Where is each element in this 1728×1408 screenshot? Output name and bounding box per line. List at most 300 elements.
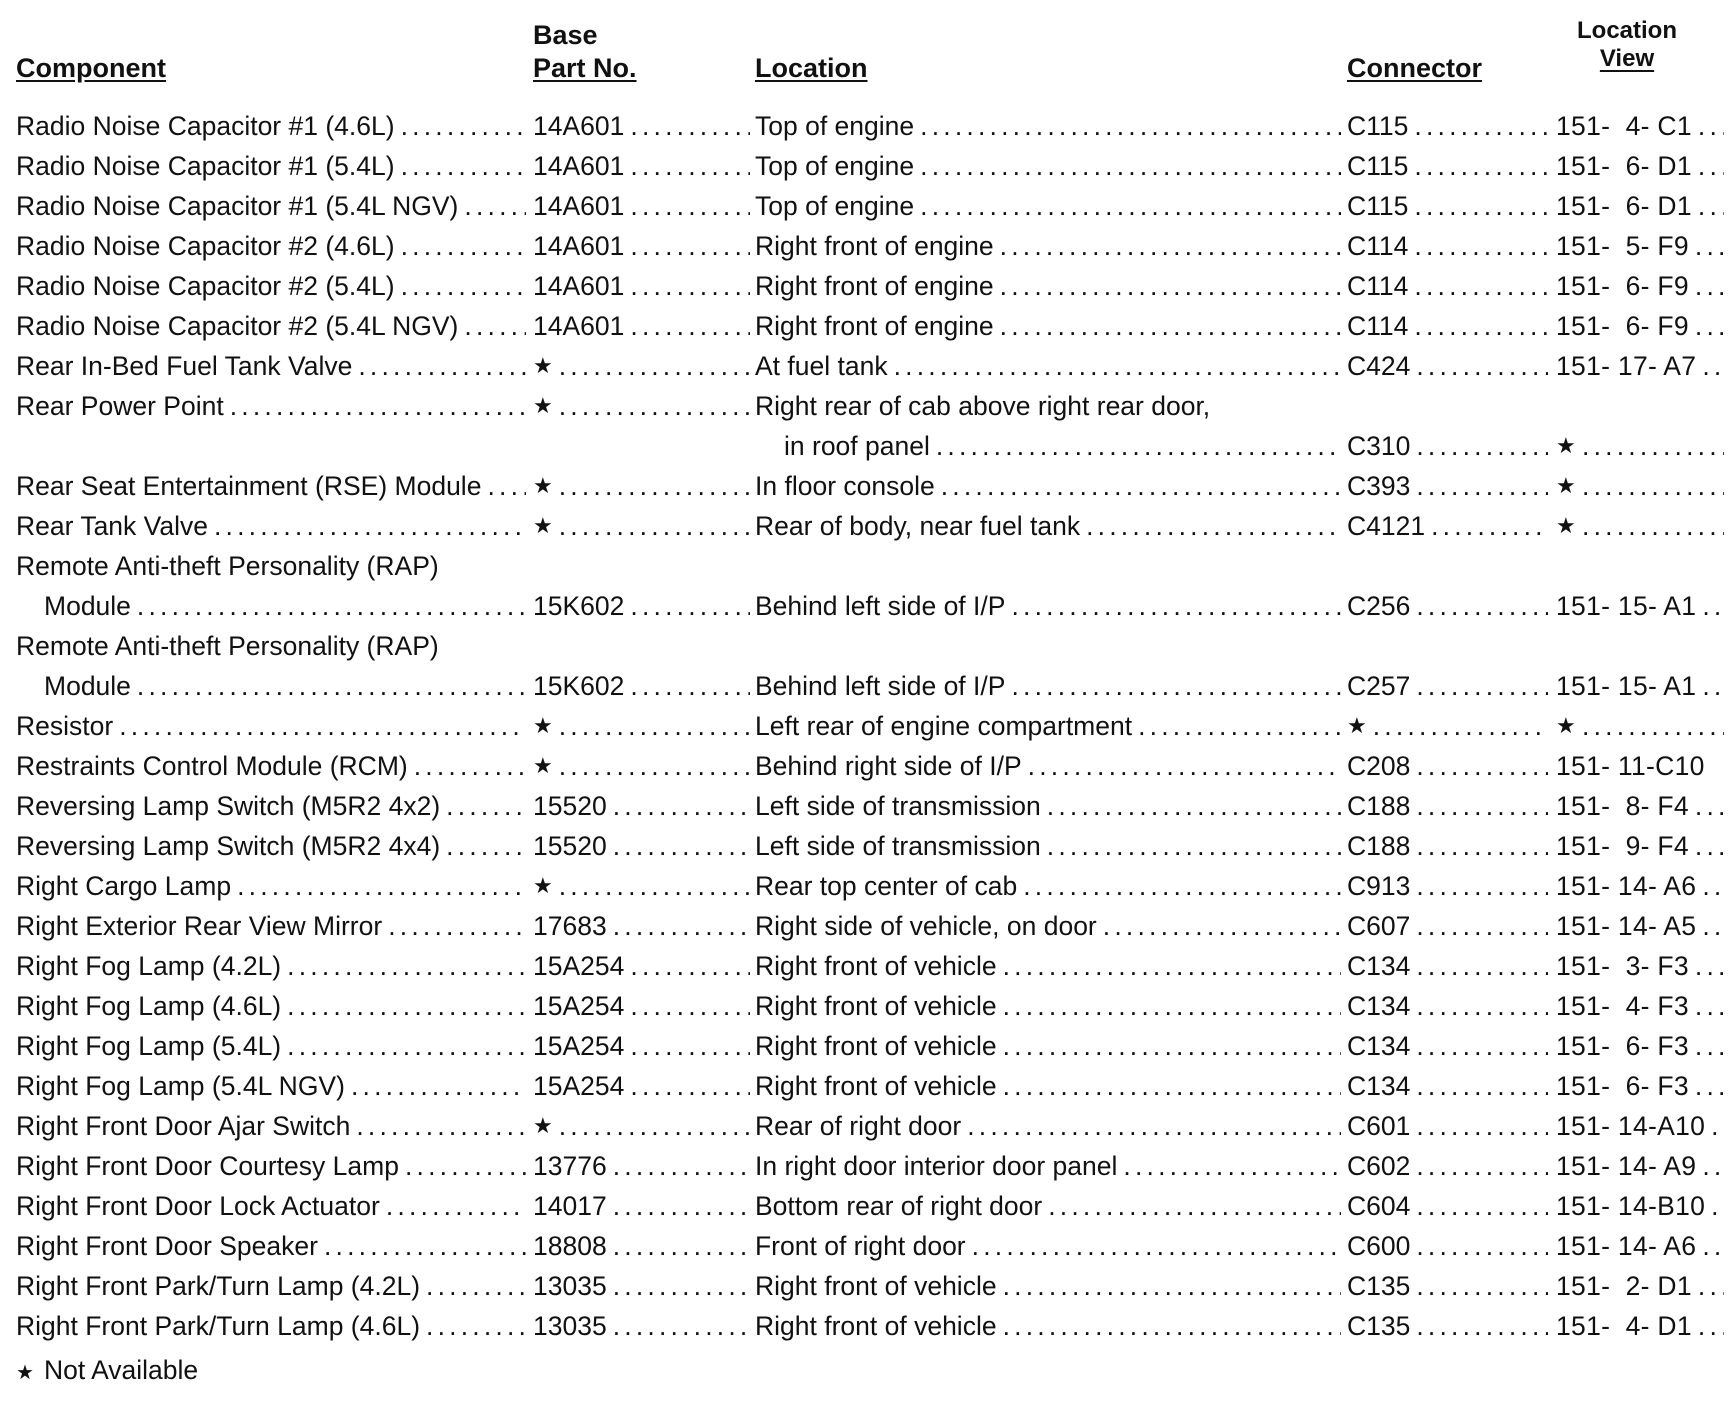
leader-dots (1702, 1226, 1724, 1266)
location-view-cell-text: 151- 14-A10 (1556, 1111, 1706, 1141)
leader-dots (287, 946, 526, 986)
leader-dots (119, 706, 526, 746)
star-icon: ★ (16, 1362, 34, 1384)
location-cell-text: Right front of vehicle (755, 1271, 997, 1301)
location-view-cell (1556, 226, 1728, 266)
leader-dots (426, 1266, 526, 1306)
connector-cell (1347, 186, 1552, 226)
leader-dots (388, 906, 526, 946)
component-cell (16, 546, 530, 586)
leader-dots (464, 186, 526, 226)
part-number-cell-text: 14A601 (533, 231, 625, 261)
part-number-cell-text: 15A254 (533, 951, 625, 981)
location-view-cell-text: 151- 3- F3 (1556, 951, 1689, 981)
part-number-cell-text: ★ (533, 513, 553, 538)
location-view-cell-text: 151- 17- A7 (1556, 351, 1697, 381)
leader-dots (237, 866, 526, 906)
part-number-cell-text: 15520 (533, 831, 607, 861)
part-number-cell-text: 13035 (533, 1311, 607, 1341)
connector-cell-text: C134 (1347, 951, 1411, 981)
part-number-cell-text: 13035 (533, 1271, 607, 1301)
leader-dots (487, 466, 526, 506)
location-view-cell-text: 151- 14- A6 (1556, 871, 1697, 901)
component-cell-text: Radio Noise Capacitor #1 (5.4L) (16, 151, 395, 181)
location-cell (755, 1146, 1345, 1186)
leader-dots (1003, 1066, 1341, 1106)
location-view-cell-text: 151- 4- C1 (1556, 111, 1692, 141)
location-view-cell-text: 151- 8- F4 (1556, 791, 1689, 821)
leader-dots (1698, 106, 1724, 146)
location-cell (755, 266, 1345, 306)
connector-cell (1347, 786, 1552, 826)
leader-dots (936, 426, 1341, 466)
location-view-cell-text: ★ (1556, 473, 1577, 498)
location-view-cell-text: 151- 5- F9 (1556, 231, 1689, 261)
leader-dots (1103, 906, 1341, 946)
leader-dots (1416, 426, 1548, 466)
location-view-cell (1556, 666, 1728, 706)
connector-cell (1347, 106, 1552, 146)
component-cell (16, 506, 530, 546)
location-cell-text: Right front of vehicle (755, 991, 997, 1021)
leader-dots (1086, 506, 1341, 546)
part-number-cell-text: 14A601 (533, 191, 625, 221)
location-cell (755, 746, 1345, 786)
leader-dots (630, 226, 750, 266)
component-cell-text: Module (44, 671, 131, 701)
location-cell-text: Left side of transmission (755, 831, 1041, 861)
leader-dots (1702, 586, 1724, 626)
component-cell (16, 826, 530, 866)
part-number-cell (533, 1306, 754, 1346)
table-row (0, 626, 1728, 666)
location-view-cell (1556, 266, 1728, 306)
leader-dots (1698, 1306, 1724, 1346)
table-row (0, 186, 1728, 226)
connector-cell-text: C607 (1347, 911, 1411, 941)
table-row (0, 706, 1728, 746)
connector-cell-text: C134 (1347, 1031, 1411, 1061)
leader-dots (1414, 266, 1548, 306)
leader-dots (1028, 746, 1341, 786)
location-cell-text: Left side of transmission (755, 791, 1041, 821)
part-number-cell (533, 1106, 754, 1146)
part-number-cell (533, 146, 754, 186)
leader-dots (630, 946, 750, 986)
leader-dots (559, 466, 750, 506)
location-view-cell (1556, 1306, 1728, 1346)
component-cell (16, 106, 530, 146)
location-cell-text: In floor console (755, 471, 935, 501)
connector-cell-text: C134 (1347, 991, 1411, 1021)
component-cell (16, 1146, 530, 1186)
part-number-cell (533, 1026, 754, 1066)
component-cell-text: Right Front Door Courtesy Lamp (16, 1151, 399, 1181)
connector-cell (1347, 866, 1552, 906)
location-cell-text: Right front of vehicle (755, 1071, 997, 1101)
location-cell (755, 586, 1345, 626)
connector-cell (1347, 1106, 1552, 1146)
location-cell-text: Right front of engine (755, 311, 994, 341)
header-view-line2-text: View (1599, 45, 1655, 72)
part-number-cell-text: ★ (533, 393, 553, 418)
table-row (0, 946, 1728, 986)
leader-dots (630, 1026, 750, 1066)
leader-dots (1011, 586, 1341, 626)
table-row (0, 586, 1728, 626)
leader-dots (414, 746, 526, 786)
location-view-cell-text: 151- 14-B10 (1556, 1191, 1706, 1221)
location-cell-text: Bottom rear of right door (755, 1191, 1043, 1221)
leader-dots (613, 826, 750, 866)
leader-dots (137, 666, 526, 706)
leader-dots (426, 1306, 526, 1346)
location-cell (755, 706, 1345, 746)
leader-dots (1003, 946, 1341, 986)
part-number-cell-text: 14A601 (533, 271, 625, 301)
location-cell-text: Right front of vehicle (755, 951, 997, 981)
leader-dots (1416, 466, 1548, 506)
connector-cell (1347, 946, 1552, 986)
connector-cell-text: C257 (1347, 671, 1411, 701)
leader-dots (1416, 866, 1548, 906)
location-cell (755, 1226, 1345, 1266)
connector-cell-text: C310 (1347, 431, 1411, 461)
location-view-cell-text: 151- 2- D1 (1556, 1271, 1692, 1301)
location-view-cell (1556, 786, 1728, 826)
table-row (0, 346, 1728, 386)
leader-dots (613, 1226, 750, 1266)
component-cell-text: Radio Noise Capacitor #2 (4.6L) (16, 231, 395, 261)
part-number-cell-text: 15520 (533, 791, 607, 821)
connector-cell-text: C188 (1347, 831, 1411, 861)
part-number-cell-text: 14A601 (533, 111, 625, 141)
header-view-line2 (1572, 45, 1682, 73)
location-cell-text: Right front of vehicle (755, 1311, 997, 1341)
leader-dots (559, 706, 750, 746)
footnote (16, 1352, 198, 1391)
location-view-cell-text: 151- 14- A5 (1556, 911, 1697, 941)
component-cell (16, 786, 530, 826)
component-cell (16, 1306, 530, 1346)
part-number-cell-text: 14A601 (533, 151, 625, 181)
location-cell (755, 986, 1345, 1026)
table-row (0, 906, 1728, 946)
location-view-cell (1556, 1106, 1728, 1146)
connector-cell-text: C115 (1347, 111, 1409, 141)
location-cell-text: Behind right side of I/P (755, 751, 1022, 781)
connector-cell-text: C114 (1347, 231, 1409, 261)
leader-dots (1702, 666, 1724, 706)
leader-dots (1414, 146, 1548, 186)
leader-dots (287, 1026, 526, 1066)
part-number-cell-text: 18808 (533, 1231, 607, 1261)
leader-dots (613, 1266, 750, 1306)
location-cell (755, 466, 1345, 506)
component-cell-text: Right Fog Lamp (4.2L) (16, 951, 282, 981)
leader-dots (1695, 226, 1724, 266)
leader-dots (1414, 306, 1548, 346)
table-row (0, 986, 1728, 1026)
component-cell (16, 946, 530, 986)
leader-dots (1431, 506, 1548, 546)
leader-dots (1138, 706, 1341, 746)
leader-dots (1047, 786, 1341, 826)
component-cell-text: Rear Seat Entertainment (RSE) Module (16, 471, 482, 501)
location-cell (755, 346, 1345, 386)
leader-dots (1711, 1186, 1724, 1226)
part-number-cell (533, 506, 754, 546)
part-number-cell (533, 906, 754, 946)
footnote-text: Not Available (43, 1355, 199, 1385)
leader-dots (446, 786, 526, 826)
component-cell (16, 306, 530, 346)
component-cell (16, 666, 530, 706)
part-number-cell (533, 826, 754, 866)
connector-cell (1347, 506, 1552, 546)
component-cell (16, 586, 530, 626)
location-view-cell-text: 151- 14- A9 (1556, 1151, 1697, 1181)
part-number-cell (533, 1266, 754, 1306)
leader-dots (630, 986, 750, 1026)
table-row (0, 386, 1728, 426)
connector-cell-text: C604 (1347, 1191, 1411, 1221)
connector-cell-text: C601 (1347, 1111, 1411, 1141)
part-number-cell (533, 866, 754, 906)
leader-dots (920, 106, 1341, 146)
leader-dots (1702, 1146, 1724, 1186)
part-number-cell-text: 15K602 (533, 591, 625, 621)
table-row (0, 866, 1728, 906)
connector-cell (1347, 466, 1552, 506)
location-view-cell-text: ★ (1556, 513, 1577, 538)
location-view-cell-text: 151- 6- D1 (1556, 191, 1692, 221)
connector-cell-text: C424 (1347, 351, 1411, 381)
component-cell-text: Rear In-Bed Fuel Tank Valve (16, 351, 353, 381)
component-cell-text: Right Fog Lamp (4.6L) (16, 991, 282, 1021)
component-table (0, 106, 1728, 1346)
location-view-cell-text: 151- 6- F3 (1556, 1031, 1689, 1061)
component-cell (16, 1026, 530, 1066)
component-cell (16, 866, 530, 906)
header-base-line1: Base (533, 20, 598, 50)
connector-cell (1347, 906, 1552, 946)
location-cell-text: Left rear of engine compartment (755, 711, 1133, 741)
location-view-cell (1556, 826, 1728, 866)
leader-dots (137, 586, 526, 626)
leader-dots (1000, 266, 1341, 306)
part-number-cell-text: ★ (533, 1113, 553, 1138)
connector-cell (1347, 146, 1552, 186)
component-cell-text: Reversing Lamp Switch (M5R2 4x4) (16, 831, 441, 861)
location-cell-text: Right front of engine (755, 271, 994, 301)
header-component: Component (16, 53, 166, 83)
part-number-cell (533, 946, 754, 986)
leader-dots (920, 186, 1341, 226)
leader-dots (630, 1066, 750, 1106)
leader-dots (1702, 866, 1724, 906)
component-cell (16, 266, 530, 306)
connector-cell (1347, 226, 1552, 266)
leader-dots (401, 266, 526, 306)
location-cell (755, 306, 1345, 346)
leader-dots (1416, 986, 1548, 1026)
location-view-cell (1556, 146, 1728, 186)
part-number-cell-text: 15A254 (533, 1031, 625, 1061)
leader-dots (972, 1226, 1341, 1266)
leader-dots (1698, 146, 1724, 186)
leader-dots (1416, 826, 1548, 866)
leader-dots (559, 866, 750, 906)
connector-cell-text: C188 (1347, 791, 1411, 821)
leader-dots (1047, 826, 1341, 866)
location-cell-text: Right rear of cab above right rear door, (755, 391, 1211, 421)
component-cell (16, 386, 530, 426)
location-view-cell-text: 151- 9- F4 (1556, 831, 1689, 861)
connector-cell (1347, 1266, 1552, 1306)
leader-dots (1582, 506, 1724, 546)
table-row (0, 146, 1728, 186)
header-view-line1: Location (1577, 17, 1677, 44)
component-cell-text: Remote Anti-theft Personality (RAP) (16, 631, 439, 661)
connector-cell-text: C115 (1347, 151, 1409, 181)
location-cell-text: Rear of body, near fuel tank (755, 511, 1081, 541)
leader-dots (559, 746, 750, 786)
location-view-cell (1556, 306, 1728, 346)
leader-dots (1003, 1306, 1341, 1346)
part-number-cell-text: ★ (533, 753, 553, 778)
leader-dots (1695, 1026, 1724, 1066)
location-cell-text: Rear of right door (755, 1111, 962, 1141)
table-row (0, 1266, 1728, 1306)
leader-dots (1695, 826, 1724, 866)
leader-dots (1003, 986, 1341, 1026)
leader-dots (1414, 186, 1548, 226)
leader-dots (559, 1106, 750, 1146)
location-view-cell (1556, 906, 1728, 946)
table-row (0, 826, 1728, 866)
location-cell (755, 786, 1345, 826)
leader-dots (559, 506, 750, 546)
location-cell-text: Right front of vehicle (755, 1031, 997, 1061)
location-cell-text: in roof panel (784, 431, 930, 461)
part-number-cell-text: 14017 (533, 1191, 607, 1221)
leader-dots (214, 506, 526, 546)
location-view-cell (1556, 986, 1728, 1026)
connector-cell (1347, 1066, 1552, 1106)
leader-dots (613, 1146, 750, 1186)
leader-dots (401, 146, 526, 186)
table-row (0, 546, 1728, 586)
location-view-cell (1556, 1226, 1728, 1266)
leader-dots (1416, 906, 1548, 946)
connector-cell (1347, 1026, 1552, 1066)
leader-dots (630, 666, 750, 706)
component-cell (16, 186, 530, 226)
leader-dots (1416, 1266, 1548, 1306)
leader-dots (446, 826, 526, 866)
leader-dots (613, 786, 750, 826)
leader-dots (1582, 706, 1724, 746)
leader-dots (1123, 1146, 1341, 1186)
component-cell (16, 346, 530, 386)
leader-dots (356, 1106, 526, 1146)
location-cell (755, 1026, 1345, 1066)
leader-dots (630, 106, 750, 146)
leader-dots (401, 226, 526, 266)
part-number-cell-text: ★ (533, 713, 553, 738)
leader-dots (630, 146, 750, 186)
location-cell-text: Behind left side of I/P (755, 671, 1006, 701)
leader-dots (559, 346, 750, 386)
component-cell-text: Remote Anti-theft Personality (RAP) (16, 551, 439, 581)
part-number-cell-text: 15A254 (533, 991, 625, 1021)
component-cell (16, 1186, 530, 1226)
location-view-cell (1556, 466, 1728, 506)
location-view-cell (1556, 1066, 1728, 1106)
location-cell (755, 106, 1345, 146)
location-view-cell-text: ★ (1556, 713, 1577, 738)
leader-dots (1003, 1026, 1341, 1066)
table-row (0, 666, 1728, 706)
leader-dots (1416, 1306, 1548, 1346)
connector-cell (1347, 826, 1552, 866)
part-number-cell (533, 786, 754, 826)
leader-dots (1416, 1066, 1548, 1106)
location-cell-text: Behind left side of I/P (755, 591, 1006, 621)
component-cell-text: Radio Noise Capacitor #1 (5.4L NGV) (16, 191, 459, 221)
table-row (0, 1066, 1728, 1106)
location-cell-text: Top of engine (755, 111, 915, 141)
leader-dots (1698, 186, 1724, 226)
table-row (0, 1026, 1728, 1066)
component-cell (16, 746, 530, 786)
connector-cell-text: C393 (1347, 471, 1411, 501)
leader-dots (386, 1186, 526, 1226)
leader-dots (1711, 1106, 1724, 1146)
leader-dots (324, 1226, 526, 1266)
leader-dots (1011, 666, 1341, 706)
location-cell (755, 666, 1345, 706)
component-cell (16, 626, 530, 666)
part-number-cell (533, 186, 754, 226)
location-cell (755, 226, 1345, 266)
part-number-cell-text: ★ (533, 873, 553, 898)
table-row (0, 1146, 1728, 1186)
location-view-cell-text: 151- 15- A1 (1556, 591, 1697, 621)
location-view-cell-text: ★ (1556, 433, 1577, 458)
part-number-cell (533, 666, 754, 706)
leader-dots (1000, 226, 1341, 266)
table-row (0, 786, 1728, 826)
component-cell-text: Reversing Lamp Switch (M5R2 4x2) (16, 791, 441, 821)
location-cell (755, 146, 1345, 186)
location-view-cell-text: 151- 4- D1 (1556, 1311, 1692, 1341)
location-view-cell-text: 151- 6- F3 (1556, 1071, 1689, 1101)
part-number-cell (533, 1146, 754, 1186)
connector-cell (1347, 986, 1552, 1026)
leader-dots (1416, 666, 1548, 706)
table-row (0, 1226, 1728, 1266)
leader-dots (1416, 946, 1548, 986)
component-cell-text: Right Front Park/Turn Lamp (4.2L) (16, 1271, 421, 1301)
component-cell (16, 1106, 530, 1146)
leader-dots (613, 1306, 750, 1346)
leader-dots (1416, 346, 1548, 386)
leader-dots (230, 386, 526, 426)
leader-dots (1702, 906, 1724, 946)
part-number-cell (533, 346, 754, 386)
